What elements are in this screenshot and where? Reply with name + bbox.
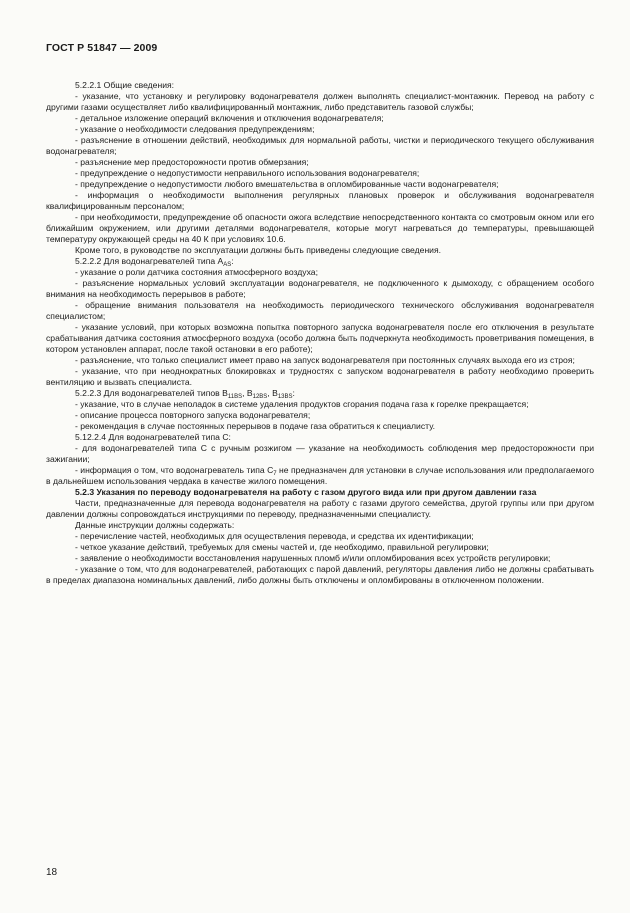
list-item-inspections: - информация о необходимости выполнения регулярных плановых проверок и обслуживания водонагревателя квалифицированным персоналом;: [46, 190, 594, 211]
list-item-maintenance: - разъяснение в отношении действий, необходимых для нормальной работы, чистки и периодического текущего обслуживания водонагревателя;: [46, 135, 594, 156]
list-item-restore-seals: - заявление о необходимости восстановления нарушенных пломб и/или опломбирования всех устройств регулировки;: [75, 553, 551, 563]
list-item-warnings: - указание о необходимости следования предупреждениям;: [75, 124, 315, 134]
list-item-installer: - указание, что установку и регулировку водонагревателя должен выполнять специалист-монтажник. Перевод на работу с другими газами осуществляет либо квалифицированный монтажник, либо представитель газовой службы;: [46, 91, 594, 112]
paragraph-instructions-intro: Данные инструкции должны содержать:: [75, 520, 235, 530]
list-item-specialist-restart: - разъяснение, что только специалист имеет право на запуск водонагревателя при постоянных случаях выхода его из строя;: [75, 355, 575, 365]
list-item-restart-process: - описание процесса повторного запуска водонагревателя;: [75, 410, 311, 420]
list-item-restart-conditions: - указание условий, при которых возможна попытка повторного запуска водонагревателя после его отключения в результате срабатывания датчика состояния атмосферного воздуха (особо должна быть подчеркнута необходимость проветривания помещения, в котором установлен аппарат, после такой остановки в его работе);: [46, 322, 594, 354]
paragraph-conversion-parts: Части, предназначенные для перевода водонагревателя на работу с газами другого семейства, другой группы или при другом давлении должны сопровождаться инструкциями по переводу, предназначенными специалисту.: [46, 498, 594, 519]
section-5-2-2-3-heading: 5.2.2.3 Для водонагревателей типов $B_{11BS}$, $B_{12BS}$, $B_{13BS}$:: [75, 388, 295, 400]
section-5-12-2-4-heading: 5.12.2.4 Для водонагревателей типа С:: [75, 432, 231, 442]
list-item-gas-cutoff: - указание, что в случае неполадок в системе удаления продуктов сгорания подача газа к горелке прекращается;: [75, 399, 529, 409]
list-item-pressure-regulators: - указание о том, что для водонагревателей, работающих с парой давлений, регуляторы давления либо не должны срабатывать в пределах диапазона номинальных давлений, либо должны быть отключены и опломбированы в отключенном положении.: [46, 564, 594, 585]
list-item-clear-actions: - четкое указание действий, требуемых для смены частей и, где необходимо, правильной регулировки;: [75, 542, 489, 552]
section-5-2-3-heading: 5.2.3 Указания по переводу водонагревателя на работу с газом другого вида или при другом давлении газа: [75, 487, 537, 497]
list-item-operations: - детальное изложение операций включения и отключения водонагревателя;: [75, 113, 384, 123]
paragraph-additional-info: Кроме того, в руководстве по эксплуатации должны быть приведены следующие сведения.: [75, 245, 442, 255]
list-item-manual-ignition: - для водонагревателей типа С с ручным розжигом — указание на необходимость соблюдения мер предосторожности при зажигании;: [46, 443, 594, 464]
list-item-periodic-service: - обращение внимания пользователя на необходимость периодического технического обслуживания водонагревателя специалистом;: [46, 300, 594, 321]
document-header: ГОСТ Р 51847 — 2009: [46, 42, 158, 54]
list-item-burn-warning: - при необходимости, предупреждение об опасности ожога вследствие непосредственного контакта со смотровым окном или его ближайшим окружением, или другими деталями водонагревателя, которые могут нагреваться до температуры, превышающей температуру окружающей среды на 40 К при условиях 10.6.: [46, 212, 594, 244]
list-item-sensor-role: - указание о роли датчика состояния атмосферного воздуха;: [75, 267, 318, 277]
page-number: 18: [46, 867, 58, 878]
list-item-attic-use: - информация о том, что водонагреватель типа $С_7$ не предназначен для установки в случае использования или предполагаемого в дальнейшем использования чердака в качестве жилого помещения.: [46, 465, 594, 486]
list-item-parts-list: - перечисление частей, необходимых для осуществления перевода, и средства их идентификации;: [75, 531, 474, 541]
section-5-2-2-1-heading: 5.2.2.1 Общие сведения:: [75, 80, 175, 90]
list-item-normal-conditions: - разъяснение нормальных условий эксплуатации водонагревателя, не подключенного к дымоходу, с обращением особого внимания на необходимость перерывов в работе;: [46, 278, 594, 299]
list-item-ventilation-check: - указание, что при неоднократных блокировках и трудностях с запуском водонагревателя в работу необходимо проверить вентиляцию и вызвать специалиста.: [46, 366, 594, 387]
section-5-2-2-2-heading: 5.2.2.2 Для водонагревателей типа $A_{AS}$:: [75, 256, 234, 268]
document-body: [46, 80, 594, 586]
list-item-freezing: - разъяснение мер предосторожности против обмерзания;: [75, 157, 309, 167]
list-item-gas-interruptions: - рекомендация в случае постоянных перерывов в подаче газа обратиться к специалисту.: [75, 421, 436, 431]
list-item-sealed-parts: - предупреждение о недопустимости любого вмешательства в опломбированные части водонагревателя;: [75, 179, 499, 189]
list-item-misuse: - предупреждение о недопустимости неправильного использования водонагревателя;: [75, 168, 420, 178]
